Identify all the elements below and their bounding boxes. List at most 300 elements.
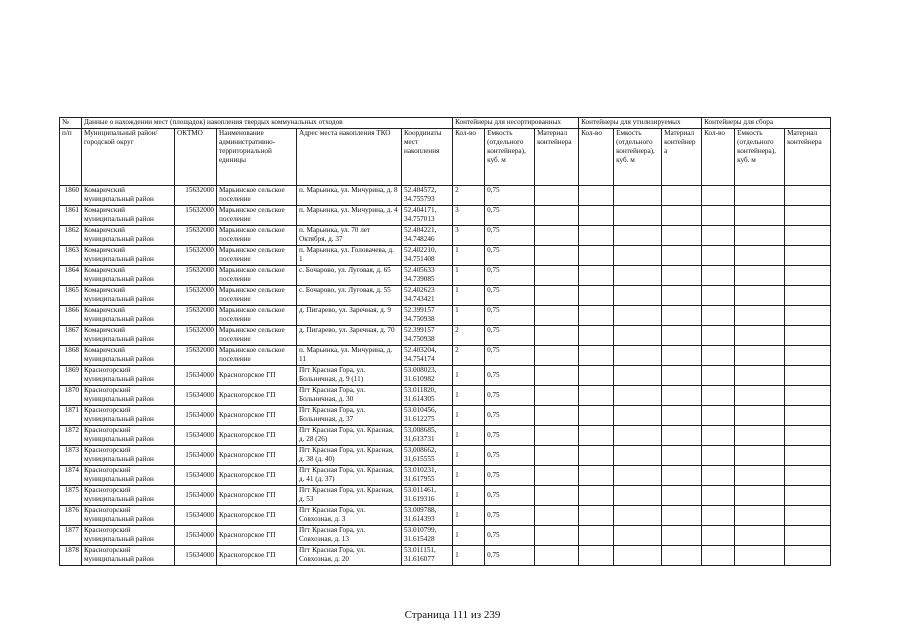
capacity-cell: 0,75 — [485, 346, 535, 366]
qty-cell: 3 — [453, 206, 485, 226]
empty-cell — [785, 326, 831, 346]
row-number: 1874 — [60, 466, 82, 486]
oktmo-cell: 15632000 — [175, 346, 217, 366]
district-cell: Красногорский муниципальный район — [82, 386, 175, 406]
coords-cell: 53,008662, 31,615555 — [402, 446, 453, 466]
coords-cell: 52.399157 34.750938 — [402, 306, 453, 326]
empty-cell — [702, 286, 735, 306]
table-row — [60, 386, 831, 406]
capacity-cell: 0,75 — [485, 526, 535, 546]
address-cell: Пгт Красная Гора, ул. Совхозная, д. 3 — [297, 506, 402, 526]
empty-cell — [579, 246, 614, 266]
empty-cell — [785, 386, 831, 406]
district-cell: Комаричский муниципальный район — [82, 326, 175, 346]
empty-cell — [662, 546, 702, 566]
admin-unit-cell: Красногорское ГП — [217, 386, 297, 406]
qty-cell: 1 — [453, 306, 485, 326]
address-cell: Пгт Красная Гора, ул. Красная, д. 41 (д. 37) — [297, 466, 402, 486]
address-cell: п. Марьинка, ул. Головачева, д. 1 — [297, 246, 402, 266]
header-capacity-unsorted: Емкость (отдельного контейнера), куб. м — [485, 129, 535, 186]
empty-cell — [535, 346, 579, 366]
coords-cell: 53.010231, 31.617955 — [402, 466, 453, 486]
capacity-cell: 0,75 — [485, 246, 535, 266]
empty-cell — [579, 386, 614, 406]
header-capacity-collect: Емкость (отдельного контейнера), куб. м — [735, 129, 785, 186]
empty-cell — [535, 406, 579, 426]
admin-unit-cell: Марьинское сельское поселение — [217, 186, 297, 206]
table-row — [60, 466, 831, 486]
header-qty-unsorted: Кол-во — [453, 129, 485, 186]
coords-cell: 53.009788, 31.614393 — [402, 506, 453, 526]
table-row — [60, 366, 831, 386]
empty-cell — [614, 346, 662, 366]
row-number: 1860 — [60, 186, 82, 206]
address-cell: д. Пигарево, ул. Заречная, д. 9 — [297, 306, 402, 326]
empty-cell — [535, 466, 579, 486]
row-number: 1871 — [60, 406, 82, 426]
empty-cell — [614, 286, 662, 306]
empty-cell — [735, 226, 785, 246]
empty-cell — [579, 306, 614, 326]
row-number: 1878 — [60, 546, 82, 566]
header-admin-unit: Наименование административно-территориальной единицы — [217, 129, 297, 186]
table-row — [60, 306, 831, 326]
row-number: 1861 — [60, 206, 82, 226]
admin-unit-cell: Марьинское сельское поселение — [217, 306, 297, 326]
empty-cell — [735, 366, 785, 386]
empty-cell — [785, 446, 831, 466]
empty-cell — [535, 246, 579, 266]
qty-cell: 1 — [453, 286, 485, 306]
row-number: 1862 — [60, 226, 82, 246]
header-address: Адрес места накопления ТКО — [297, 129, 402, 186]
admin-unit-cell: Красногорское ГП — [217, 406, 297, 426]
admin-unit-cell: Красногорское ГП — [217, 546, 297, 566]
admin-unit-cell: Красногорское ГП — [217, 506, 297, 526]
qty-cell: 1 — [453, 526, 485, 546]
address-cell: Пгт Красная Гора, ул. Красная, д. 53 — [297, 486, 402, 506]
empty-cell — [785, 506, 831, 526]
coords-cell: 53.011461, 31.619316 — [402, 486, 453, 506]
empty-cell — [614, 546, 662, 566]
waste-sites-table — [59, 117, 831, 566]
empty-cell — [785, 486, 831, 506]
address-cell: п. Марьинка, ул. Мичурина, д. 11 — [297, 346, 402, 366]
district-cell: Красногорский муниципальный район — [82, 426, 175, 446]
empty-cell — [785, 346, 831, 366]
table-row — [60, 426, 831, 446]
coords-cell: 53.008023, 31.610982 — [402, 366, 453, 386]
empty-cell — [735, 486, 785, 506]
coords-cell: 52.402623 34.743421 — [402, 286, 453, 306]
empty-cell — [785, 266, 831, 286]
coords-cell: 52.404221, 34.748246 — [402, 226, 453, 246]
district-cell: Комаричский муниципальный район — [82, 266, 175, 286]
row-number: 1863 — [60, 246, 82, 266]
coords-cell: 53.011820, 31.614305 — [402, 386, 453, 406]
empty-cell — [702, 226, 735, 246]
empty-cell — [662, 206, 702, 226]
qty-cell: 1 — [453, 426, 485, 446]
admin-unit-cell: Марьинское сельское поселение — [217, 286, 297, 306]
address-cell: Пгт Красная Гора, ул. Совхозная, д. 20 — [297, 546, 402, 566]
empty-cell — [614, 526, 662, 546]
empty-cell — [614, 326, 662, 346]
empty-cell — [785, 286, 831, 306]
table-row — [60, 226, 831, 246]
table-row — [60, 266, 831, 286]
oktmo-cell: 15632000 — [175, 326, 217, 346]
admin-unit-cell: Марьинское сельское поселение — [217, 226, 297, 246]
capacity-cell: 0,75 — [485, 546, 535, 566]
empty-cell — [614, 406, 662, 426]
empty-cell — [735, 406, 785, 426]
empty-cell — [662, 266, 702, 286]
empty-cell — [785, 226, 831, 246]
capacity-cell: 0,75 — [485, 206, 535, 226]
admin-unit-cell: Красногорское ГП — [217, 526, 297, 546]
coords-cell: 52.402210, 34.751408 — [402, 246, 453, 266]
district-cell: Комаричский муниципальный район — [82, 186, 175, 206]
coords-cell: 53,008685, 31,613731 — [402, 426, 453, 446]
empty-cell — [662, 486, 702, 506]
empty-cell — [614, 426, 662, 446]
empty-cell — [579, 406, 614, 426]
empty-cell — [662, 366, 702, 386]
empty-cell — [662, 246, 702, 266]
empty-cell — [702, 506, 735, 526]
row-number: 1864 — [60, 266, 82, 286]
row-number: 1865 — [60, 286, 82, 306]
empty-cell — [785, 306, 831, 326]
coords-cell: 52.404572, 34.755793 — [402, 186, 453, 206]
empty-cell — [735, 326, 785, 346]
oktmo-cell: 15632000 — [175, 246, 217, 266]
table-row — [60, 446, 831, 466]
table-row — [60, 346, 831, 366]
table-row — [60, 406, 831, 426]
empty-cell — [579, 286, 614, 306]
empty-cell — [735, 426, 785, 446]
empty-cell — [535, 426, 579, 446]
header-material-recycle: Материал контейнер а — [662, 129, 702, 186]
empty-cell — [662, 446, 702, 466]
coords-cell: 53.010456, 31.612275 — [402, 406, 453, 426]
capacity-cell: 0,75 — [485, 446, 535, 466]
qty-cell: 2 — [453, 186, 485, 206]
empty-cell — [662, 506, 702, 526]
oktmo-cell: 15634000 — [175, 526, 217, 546]
address-cell: д. Пигарево, ул. Заречная, д. 70 — [297, 326, 402, 346]
capacity-cell: 0,75 — [485, 326, 535, 346]
header-no: № — [60, 118, 82, 129]
empty-cell — [662, 526, 702, 546]
empty-cell — [662, 326, 702, 346]
row-number: 1872 — [60, 426, 82, 446]
empty-cell — [702, 546, 735, 566]
empty-cell — [702, 306, 735, 326]
header-material-unsorted: Материал контейнера — [535, 129, 579, 186]
admin-unit-cell: Марьинское сельское поселение — [217, 326, 297, 346]
empty-cell — [579, 186, 614, 206]
capacity-cell: 0,75 — [485, 286, 535, 306]
empty-cell — [579, 466, 614, 486]
capacity-cell: 0,75 — [485, 266, 535, 286]
empty-cell — [735, 446, 785, 466]
qty-cell: 3 — [453, 226, 485, 246]
capacity-cell: 0,75 — [485, 306, 535, 326]
empty-cell — [535, 266, 579, 286]
coords-cell: 52.404171, 34.757013 — [402, 206, 453, 226]
empty-cell — [614, 206, 662, 226]
address-cell: п. Марьинка, ул. 70 лет Октября, д. 37 — [297, 226, 402, 246]
address-cell: п. Марьинка, ул. Мичурина, д. 4 — [297, 206, 402, 226]
oktmo-cell: 15634000 — [175, 486, 217, 506]
empty-cell — [662, 226, 702, 246]
row-number: 1876 — [60, 506, 82, 526]
empty-cell — [662, 386, 702, 406]
empty-cell — [535, 446, 579, 466]
district-cell: Красногорский муниципальный район — [82, 406, 175, 426]
oktmo-cell: 15632000 — [175, 306, 217, 326]
capacity-cell: 0,75 — [485, 466, 535, 486]
row-number: 1867 — [60, 326, 82, 346]
empty-cell — [535, 226, 579, 246]
capacity-cell: 0,75 — [485, 186, 535, 206]
empty-cell — [614, 266, 662, 286]
header-group-location: Данные о нахождении мест (площадок) накопления твердых коммунальных отходов — [82, 118, 453, 129]
address-cell: Пгт Красная Гора, ул. Больничная, д. 9 (11) — [297, 366, 402, 386]
empty-cell — [662, 286, 702, 306]
address-cell: п. Марьинка, ул. Мичурина, д. 8 — [297, 186, 402, 206]
row-number: 1875 — [60, 486, 82, 506]
header-row-groups — [60, 118, 831, 129]
empty-cell — [735, 186, 785, 206]
admin-unit-cell: Марьинское сельское поселение — [217, 346, 297, 366]
header-group-collect: Контейнеры для сбора — [702, 118, 831, 129]
oktmo-cell: 15632000 — [175, 226, 217, 246]
header-group-unsorted: Контейнеры для несортированных — [453, 118, 579, 129]
oktmo-cell: 15634000 — [175, 506, 217, 526]
empty-cell — [702, 446, 735, 466]
table-body — [60, 186, 831, 566]
qty-cell: 1 — [453, 386, 485, 406]
empty-cell — [785, 426, 831, 446]
district-cell: Красногорский муниципальный район — [82, 486, 175, 506]
empty-cell — [579, 526, 614, 546]
empty-cell — [662, 186, 702, 206]
district-cell: Красногорский муниципальный район — [82, 446, 175, 466]
coords-cell: 52.403204, 34.754174 — [402, 346, 453, 366]
empty-cell — [785, 206, 831, 226]
empty-cell — [785, 366, 831, 386]
empty-cell — [535, 206, 579, 226]
empty-cell — [702, 366, 735, 386]
oktmo-cell: 15634000 — [175, 446, 217, 466]
qty-cell: 1 — [453, 246, 485, 266]
admin-unit-cell: Красногорское ГП — [217, 426, 297, 446]
empty-cell — [579, 506, 614, 526]
qty-cell: 1 — [453, 506, 485, 526]
empty-cell — [785, 186, 831, 206]
empty-cell — [662, 406, 702, 426]
district-cell: Комаричский муниципальный район — [82, 286, 175, 306]
oktmo-cell: 15632000 — [175, 266, 217, 286]
table-row — [60, 206, 831, 226]
admin-unit-cell: Красногорское ГП — [217, 486, 297, 506]
empty-cell — [614, 466, 662, 486]
empty-cell — [702, 466, 735, 486]
row-number: 1868 — [60, 346, 82, 366]
empty-cell — [579, 446, 614, 466]
header-np: п/п — [60, 129, 82, 186]
empty-cell — [702, 406, 735, 426]
empty-cell — [579, 346, 614, 366]
empty-cell — [702, 186, 735, 206]
table-row — [60, 246, 831, 266]
page-number: Страница 111 из 239 — [404, 609, 501, 621]
oktmo-cell: 15634000 — [175, 466, 217, 486]
district-cell: Комаричский муниципальный район — [82, 346, 175, 366]
empty-cell — [535, 526, 579, 546]
empty-cell — [614, 386, 662, 406]
admin-unit-cell: Марьинское сельское поселение — [217, 246, 297, 266]
empty-cell — [702, 206, 735, 226]
table-row — [60, 486, 831, 506]
capacity-cell: 0,75 — [485, 226, 535, 246]
oktmo-cell: 15634000 — [175, 426, 217, 446]
empty-cell — [579, 206, 614, 226]
empty-cell — [535, 306, 579, 326]
admin-unit-cell: Красногорское ГП — [217, 446, 297, 466]
qty-cell: 2 — [453, 326, 485, 346]
empty-cell — [735, 466, 785, 486]
empty-cell — [614, 506, 662, 526]
empty-cell — [614, 186, 662, 206]
empty-cell — [579, 546, 614, 566]
oktmo-cell: 15634000 — [175, 366, 217, 386]
capacity-cell: 0,75 — [485, 366, 535, 386]
coords-cell: 53.011151, 31.616077 — [402, 546, 453, 566]
header-coords: Координаты мест накопления — [402, 129, 453, 186]
district-cell: Красногорский муниципальный район — [82, 526, 175, 546]
empty-cell — [702, 386, 735, 406]
district-cell: Красногорский муниципальный район — [82, 546, 175, 566]
empty-cell — [579, 426, 614, 446]
district-cell: Красногорский муниципальный район — [82, 366, 175, 386]
coords-cell: 52.405633 34.739085 — [402, 266, 453, 286]
empty-cell — [579, 366, 614, 386]
empty-cell — [702, 346, 735, 366]
empty-cell — [535, 486, 579, 506]
header-oktmo: ОКТМО — [175, 129, 217, 186]
row-number: 1869 — [60, 366, 82, 386]
header-municipal: Муниципальный район/городской округ — [82, 129, 175, 186]
oktmo-cell: 15634000 — [175, 546, 217, 566]
table-row — [60, 506, 831, 526]
capacity-cell: 0,75 — [485, 506, 535, 526]
address-cell: Пгт Красная Гора, ул. Больничная, д. 30 — [297, 386, 402, 406]
empty-cell — [662, 306, 702, 326]
empty-cell — [614, 246, 662, 266]
capacity-cell: 0,75 — [485, 406, 535, 426]
oktmo-cell: 15632000 — [175, 206, 217, 226]
empty-cell — [785, 546, 831, 566]
row-number: 1866 — [60, 306, 82, 326]
empty-cell — [535, 326, 579, 346]
empty-cell — [662, 466, 702, 486]
header-group-recycle: Контейнеры для утилизируемых — [579, 118, 702, 129]
empty-cell — [579, 326, 614, 346]
empty-cell — [535, 386, 579, 406]
empty-cell — [662, 346, 702, 366]
empty-cell — [735, 286, 785, 306]
header-material-collect: Материал контейнера — [785, 129, 831, 186]
table-row — [60, 326, 831, 346]
district-cell: Комаричский муниципальный район — [82, 206, 175, 226]
district-cell: Комаричский муниципальный район — [82, 246, 175, 266]
empty-cell — [702, 426, 735, 446]
empty-cell — [702, 486, 735, 506]
oktmo-cell: 15634000 — [175, 406, 217, 426]
empty-cell — [702, 326, 735, 346]
district-cell: Комаричский муниципальный район — [82, 306, 175, 326]
admin-unit-cell: Красногорское ГП — [217, 366, 297, 386]
admin-unit-cell: Марьинское сельское поселение — [217, 206, 297, 226]
empty-cell — [702, 246, 735, 266]
empty-cell — [735, 346, 785, 366]
header-qty-collect: Кол-во — [702, 129, 735, 186]
oktmo-cell: 15634000 — [175, 386, 217, 406]
empty-cell — [535, 546, 579, 566]
capacity-cell: 0,75 — [485, 426, 535, 446]
empty-cell — [614, 226, 662, 246]
admin-unit-cell: Марьинское сельское поселение — [217, 266, 297, 286]
empty-cell — [579, 266, 614, 286]
qty-cell: 1 — [453, 366, 485, 386]
table-row — [60, 186, 831, 206]
row-number: 1873 — [60, 446, 82, 466]
qty-cell: 1 — [453, 446, 485, 466]
empty-cell — [735, 266, 785, 286]
empty-cell — [614, 306, 662, 326]
empty-cell — [735, 506, 785, 526]
admin-unit-cell: Красногорское ГП — [217, 466, 297, 486]
empty-cell — [735, 206, 785, 226]
empty-cell — [614, 446, 662, 466]
empty-cell — [785, 406, 831, 426]
table-row — [60, 546, 831, 566]
address-cell: Пгт Красная Гора, ул. Красная, д. 28 (26) — [297, 426, 402, 446]
qty-cell: 1 — [453, 406, 485, 426]
empty-cell — [785, 246, 831, 266]
table-row — [60, 526, 831, 546]
district-cell: Красногорский муниципальный район — [82, 506, 175, 526]
empty-cell — [535, 286, 579, 306]
empty-cell — [614, 366, 662, 386]
row-number: 1870 — [60, 386, 82, 406]
empty-cell — [735, 306, 785, 326]
address-cell: с. Бочарово, ул. Луговая, д. 55 — [297, 286, 402, 306]
empty-cell — [535, 186, 579, 206]
qty-cell: 1 — [453, 486, 485, 506]
empty-cell — [735, 386, 785, 406]
table-row — [60, 286, 831, 306]
coords-cell: 53.010799, 31.615428 — [402, 526, 453, 546]
empty-cell — [735, 246, 785, 266]
empty-cell — [785, 526, 831, 546]
address-cell: с. Бочарово, ул. Луговая, д. 65 — [297, 266, 402, 286]
